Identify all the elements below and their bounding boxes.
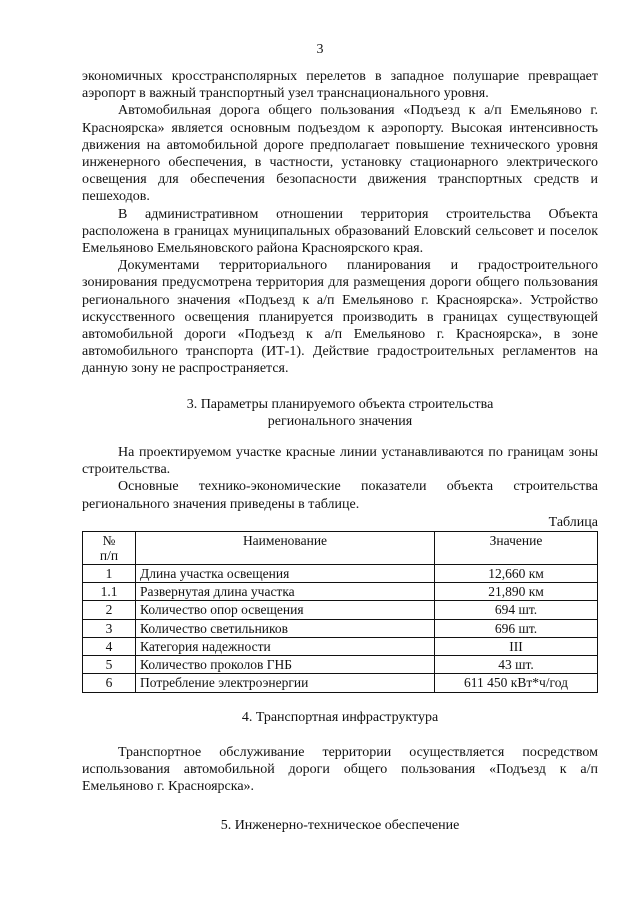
header-name: Наименование <box>136 532 435 565</box>
cell-name: Количество опор освещения <box>136 601 435 619</box>
cell-name: Количество светильников <box>136 619 435 637</box>
paragraph-indicators: Основные технико-экономические показатели объекта строительства регионального значения приведены в таблице. <box>82 479 598 512</box>
section-5-heading: 5. Инженерно-техническое обеспечение <box>220 818 460 834</box>
cell-value: 21,890 км <box>435 583 598 601</box>
paragraph-territorial-planning: Документами территориального планирования и градостроительного зонирования предусмотрена территория для размещения дороги общего пользования регионального значения «Подъезд к а/п Емельяново г. Красноярска». Устройство искусственного освещения планируется производить в границах существующей автомобильной дороги «Подъезд к а/п Емельяново г. Красноярска», в зоне автомобильного транспорта (ИТ-1). Действие градостроительных регламентов на данную зону не распространяется. <box>82 258 598 377</box>
cell-name: Категория надежности <box>136 637 435 655</box>
document-body <box>82 68 598 835</box>
cell-num: 6 <box>83 674 136 692</box>
cell-num: 5 <box>83 656 136 674</box>
table-header-row <box>83 532 598 565</box>
paragraph-road-description: Автомобильная дорога общего пользования «Подъезд к а/п Емельяново г. Красноярска» является основным подъездом к аэропорту. Высокая интенсивность движения на автомобильной дороге предполагает повышение технического уровня инженерного обеспечения, в частности, установку стационарного электрического освещения для обеспечения безопасности движения транспортных средств и пешеходов. <box>82 103 598 205</box>
table-row <box>83 601 598 619</box>
indicators-table <box>82 531 598 692</box>
table-row <box>83 583 598 601</box>
table-row <box>83 619 598 637</box>
cell-value: 611 450 кВт*ч/год <box>435 674 598 692</box>
table-row <box>83 565 598 583</box>
cell-value: 696 шт. <box>435 619 598 637</box>
table-caption: Таблица <box>548 514 598 530</box>
header-value: Значение <box>435 532 598 565</box>
section-3-title-line1: 3. Параметры планируемого объекта строительства <box>186 396 494 412</box>
header-num <box>83 532 136 565</box>
cell-num: 3 <box>83 619 136 637</box>
cell-value: 12,660 км <box>435 565 598 583</box>
cell-name: Потребление электроэнергии <box>136 674 435 692</box>
cell-name: Развернутая длина участка <box>136 583 435 601</box>
section-3-title-line2: регионального значения <box>267 413 413 429</box>
cell-num: 2 <box>83 601 136 619</box>
paragraph-red-lines: На проектируемом участке красные линии устанавливаются по границам зоны строительства. <box>82 445 598 478</box>
cell-num: 4 <box>83 637 136 655</box>
cell-value: 694 шт. <box>435 601 598 619</box>
paragraph-administrative-location: В административном отношении территория строительства Объекта расположена в границах муниципальных образований Еловский сельсовет и поселок Емельяново Емельяновского района Красноярского края. <box>82 206 598 257</box>
section-3-heading <box>82 396 598 430</box>
table-row <box>83 656 598 674</box>
section-4-heading: 4. Транспортная инфраструктура <box>241 709 439 725</box>
table-row <box>83 637 598 655</box>
cell-num: 1 <box>83 565 136 583</box>
page-number: 3 <box>316 42 324 57</box>
cell-num: 1.1 <box>83 583 136 601</box>
cell-value: 43 шт. <box>435 656 598 674</box>
cell-name: Длина участка освещения <box>136 565 435 583</box>
paragraph-transport-service: Транспортное обслуживание территории осуществляется посредством использования автомобильной дороги общего пользования «Подъезд к а/п Емельяново г. Красноярска». <box>82 744 598 795</box>
header-num-line1: № <box>102 533 116 549</box>
table-row <box>83 674 598 692</box>
header-num-line2: п/п <box>99 548 119 564</box>
cell-value: III <box>435 637 598 655</box>
cell-name: Количество проколов ГНБ <box>136 656 435 674</box>
paragraph-intro-continuation: экономичных кросстрансполярных перелетов в западное полушарие превращает аэропорт в важный транспортный узел транснационального уровня. <box>82 69 598 102</box>
